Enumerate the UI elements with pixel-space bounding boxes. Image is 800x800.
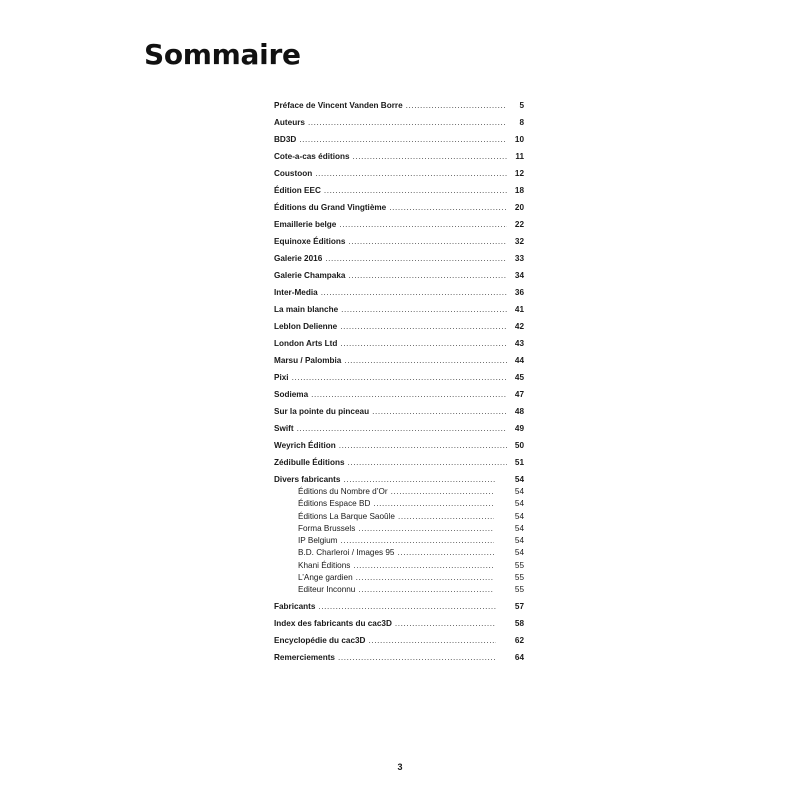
toc-entry (274, 118, 524, 135)
dot-leader (340, 339, 507, 349)
toc-entry-page: 57 (514, 601, 524, 611)
toc-entry (274, 424, 524, 441)
toc-entry-page: 51 (514, 458, 524, 467)
toc-entry (274, 585, 524, 597)
toc-entry-page: 36 (514, 288, 524, 297)
toc-entry (274, 524, 524, 536)
toc-entry-label: Divers fabricants (274, 475, 341, 484)
toc-entry-page: 54 (514, 475, 524, 484)
dot-leader (353, 152, 507, 162)
dot-leader (297, 424, 507, 434)
dot-leader (358, 524, 494, 534)
toc-entry-label: Éditions La Barque Saoûle (298, 511, 395, 521)
toc-entry-page: 62 (514, 635, 524, 645)
toc-entry (274, 536, 524, 548)
dot-leader (308, 118, 507, 128)
toc-entry (274, 561, 524, 573)
toc-entry-page: 54 (514, 523, 524, 533)
toc-entry (274, 487, 524, 499)
toc-entry-page: 11 (515, 152, 524, 161)
toc-entry-label: Inter-Media (274, 288, 318, 297)
dot-leader (325, 254, 507, 264)
toc-entry (274, 101, 524, 118)
toc-entry-label: Édition EEC (274, 186, 321, 195)
toc-entry (274, 373, 524, 390)
page-title: Sommaire (144, 38, 301, 71)
toc-entry (274, 636, 524, 653)
toc-entry-page: 54 (514, 511, 524, 521)
dot-leader (368, 636, 496, 646)
dot-leader (339, 220, 507, 230)
toc-entry-page: 20 (514, 203, 524, 212)
toc-entry (274, 322, 524, 339)
toc-entry (274, 390, 524, 407)
toc-entry (274, 653, 524, 670)
toc-entry-page: 5 (519, 101, 524, 110)
toc-entry (274, 512, 524, 524)
dot-leader (321, 288, 507, 298)
toc-entry (274, 619, 524, 636)
dot-leader (341, 305, 507, 315)
toc-entry (274, 237, 524, 254)
toc-entry-label: Khani Éditions (298, 560, 351, 570)
toc-entry-label: Sodiema (274, 390, 309, 399)
toc-entry-label: London Arts Ltd (274, 339, 338, 348)
dot-leader (348, 271, 507, 281)
dot-leader (318, 602, 496, 612)
toc-entry-label: Remerciements (274, 652, 335, 662)
toc-entry-label: Leblon Delienne (274, 322, 338, 331)
dot-leader (406, 101, 507, 111)
dot-leader (292, 373, 507, 383)
toc-entry-page: 64 (514, 652, 524, 662)
dot-leader (397, 548, 494, 558)
toc-entry-label: Pixi (274, 373, 289, 382)
toc-entry-page: 10 (514, 135, 524, 144)
dot-leader (356, 573, 494, 583)
toc-entry (274, 186, 524, 203)
toc-sub-list (274, 487, 524, 598)
toc-entry-label: Coustoon (274, 169, 313, 178)
toc-entry (274, 135, 524, 152)
toc-entry (274, 548, 524, 560)
toc-entry-label: Encyclopédie du cac3D (274, 635, 366, 645)
toc-entry-page: 42 (514, 322, 524, 331)
toc-entry (274, 356, 524, 373)
toc-entry-page: 12 (514, 169, 524, 178)
toc-entry-label: Swift (274, 424, 294, 433)
toc-entry-page: 58 (514, 618, 524, 628)
toc-entry (274, 254, 524, 271)
toc-entry-page: 55 (514, 560, 524, 570)
toc-entry-label: Cote-a-cas éditions (274, 152, 350, 161)
toc-entry-page: 55 (514, 585, 524, 595)
toc-main-list (274, 101, 524, 475)
toc-entry-label: Éditions du Nombre d’Or (298, 487, 388, 496)
dot-leader (358, 585, 494, 595)
toc-entry-label: Auteurs (274, 118, 305, 127)
toc-entry-page: 41 (514, 305, 524, 314)
toc-entry (274, 169, 524, 186)
toc-entry-label: Préface de Vincent Vanden Borre (274, 101, 403, 110)
dot-leader (299, 135, 507, 145)
dot-leader (324, 186, 507, 196)
toc-entry (274, 407, 524, 424)
toc-entry-label: Index des fabricants du cac3D (274, 618, 392, 628)
toc-entry (274, 441, 524, 458)
toc-entry-label: Galerie 2016 (274, 254, 323, 263)
toc-entry-label: Galerie Champaka (274, 271, 346, 280)
toc-entry-page: 54 (514, 499, 524, 509)
toc-entry-label: Emaillerie belge (274, 220, 337, 229)
toc-entry-page: 34 (514, 271, 524, 280)
toc-entry-label: Weyrich Édition (274, 441, 336, 450)
toc-entry-label: IP Belgium (298, 536, 338, 546)
dot-leader (315, 169, 507, 179)
dot-leader (389, 203, 507, 213)
toc-entry-page: 44 (514, 356, 524, 365)
toc-entry (274, 305, 524, 322)
toc-entry-page: 49 (514, 424, 524, 433)
toc-entry-label: B.D. Charleroi / Images 95 (298, 548, 395, 558)
toc-entry-page: 22 (514, 220, 524, 229)
toc-entry-page: 18 (514, 186, 524, 195)
toc-entry-page: 54 (514, 548, 524, 558)
toc-entry-label: Forma Brussels (298, 523, 356, 533)
toc-entry-label: Zédibulle Éditions (274, 458, 345, 467)
dot-leader (391, 487, 494, 497)
toc-entry (274, 339, 524, 356)
dot-leader (343, 475, 496, 485)
toc-entry (274, 152, 524, 169)
dot-leader (395, 619, 496, 629)
toc-entry-label: L’Ange gardien (298, 573, 353, 583)
toc-entry-label: Marsu / Palombia (274, 356, 342, 365)
toc-entry (274, 602, 524, 619)
dot-leader (311, 390, 507, 400)
toc-entry (274, 271, 524, 288)
table-of-contents (274, 101, 524, 670)
toc-entry-page: 50 (514, 441, 524, 450)
toc-entry-page: 48 (514, 407, 524, 416)
toc-entry-label: La main blanche (274, 305, 339, 314)
toc-entry-page: 8 (519, 118, 524, 127)
toc-entry-page: 55 (514, 573, 524, 583)
toc-entry-page: 43 (514, 339, 524, 348)
dot-leader (340, 536, 494, 546)
toc-entry-label: BD3D (274, 135, 297, 144)
dot-leader (348, 237, 507, 247)
toc-entry-label: Editeur Inconnu (298, 585, 356, 595)
toc-entry-page: 45 (514, 373, 524, 382)
toc-entry-page: 47 (514, 390, 524, 399)
toc-entry-page: 54 (514, 487, 524, 496)
dot-leader (344, 356, 507, 366)
dot-leader (398, 512, 494, 522)
toc-entry-label: Fabricants (274, 601, 316, 611)
dot-leader (340, 322, 507, 332)
toc-entry (274, 499, 524, 511)
toc-entry-page: 54 (514, 536, 524, 546)
toc-entry-label: Éditions Espace BD (298, 499, 371, 509)
toc-entry-page: 32 (514, 237, 524, 246)
toc-entry-label: Equinoxe Éditions (274, 237, 346, 246)
toc-entry (274, 220, 524, 237)
toc-end-list (274, 602, 524, 670)
toc-entry-label: Éditions du Grand Vingtième (274, 203, 387, 212)
dot-leader (339, 441, 507, 451)
dot-leader (353, 561, 494, 571)
toc-entry (274, 458, 524, 475)
toc-entry (274, 203, 524, 220)
dot-leader (348, 458, 507, 468)
toc-entry-page: 33 (514, 254, 524, 263)
page-number: 3 (397, 762, 403, 772)
toc-entry (274, 288, 524, 305)
dot-leader (338, 653, 496, 663)
toc-entry-label: Sur la pointe du pinceau (274, 407, 370, 416)
dot-leader (373, 499, 494, 509)
toc-entry (274, 573, 524, 585)
dot-leader (372, 407, 507, 417)
